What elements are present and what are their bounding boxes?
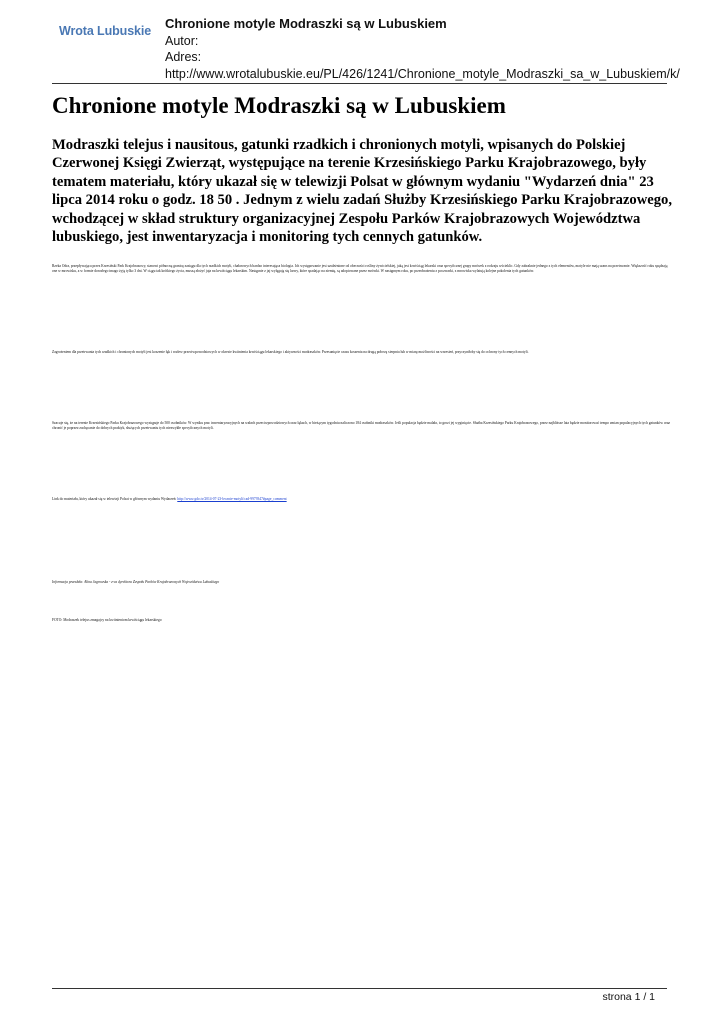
photo-caption: FOTO: Modraszek telejus zmagajcy na kwitnieniom krwiściągu lekarskiego: [52, 618, 162, 622]
document-header: [0, 0, 725, 86]
author-label: Autor:: [165, 33, 199, 48]
article-title: Chronione motyle Modraszki są w Lubuskiem: [52, 93, 506, 118]
body-paragraph-4: [52, 497, 670, 502]
info-source: Informacja przesłała: Alina Jagrowska - z-ca dyrektora Zespołu Parków Krajobrazowych Województwa Lubuskiego: [52, 580, 220, 584]
page-number: strona 1 / 1: [602, 991, 655, 1003]
site-logo[interactable]: Wrota Lubuskie: [59, 24, 152, 38]
video-link-intro: Link do materiału, który ukazał się w telewizji Polsat w głównym wydaniu Wydarzeń:: [52, 497, 177, 501]
footer-divider: [52, 988, 667, 989]
video-link[interactable]: http://www.gdo.tv/2014-07-23-lecznie-motyli/cad-9979347#page_comment: [177, 497, 287, 501]
body-paragraph-1: Rzeka Odra, przepływająca przez Krzesiński Park Krajobrazowy, stanowi północną granicę zasięgu dla tych rzadkich motyli, chałarowych bardzo interesująca biologia. Ich występowanie jest uzależnione od obecności rośliny żywicielskiej, jaką jest krwiściąg lekarski oraz specyficznej grupy mrówek z rodzaju wścieklic. Gdy zabraknie jednego z tych elementów, motyle nie mają szans na przetrwanie. Większość roku spędzają one w mrowisku, a w formie dorosłego imago żyją tylko 3 dni. W ciągu tak krótkiego życia, muszą złożyć jaja na krwiściągu lekarskim. Następnie z jaj wylęgają się larwy, które spadając na ziemię, są adoptowane przez mrówki. W następnym roku, po przeobrażeniu z poczwarki, z mrowiska wylatują kolejne pokolenia tych gatunków.: [52, 264, 668, 274]
address-label: Adres:: [165, 50, 202, 64]
source-url[interactable]: http://www.wrotalubuskie.eu/PL/426/1241/Chronione_motyle_Modraszki_sa_w_Lubuskiem/k/: [165, 66, 680, 81]
document-meta: [165, 16, 680, 82]
body-paragraph-3: Szacuje się, że na terenie Krzesińskiego Parku Krajobrazowego występuje do 500 osobników. W wyniku prac inwentaryzacyjnych na wałach przeciwpowodziowych oraz łąkach, w bieżącym tygodniu naliczono 184 osobniki modraszków. Jeśli populacja będzie malała, to grozi jej wyginięcie. Służba Krzesińskiego Parku Krajobrazowego, przez najbliższe lata będzie monitorować tempo zmian populacyjnych tych gatunków oraz chronić je poprzez zachęcanie do dobrych praktyk, służących przetrwaniu tych niezwykłe specyficznych motyli.: [52, 421, 671, 431]
header-title: Chronione motyle Modraszki są w Lubuskiem: [165, 16, 447, 31]
header-divider: [52, 83, 667, 84]
body-paragraph-2: Zagrożeniem dla przetrwania tych rzadkich i chronionych motyli jest koszenie łąk i rozlew przeciwpowodziowych w okresie kwitnienia krwiściągu lekarskiego i aktywności modraszków. Przesunięcie czasu koszenia na drugą połowę sierpnia lub w miarę możliwości na wrzesień, przyczyniłoby się do ochrony tych cennych motyli.: [52, 350, 529, 354]
article-lead: Modraszki telejus i nausitous, gatunki rzadkich i chronionych motyli, wpisanych do Polskiej Czerwonej Księgi Zwierząt, występujące na terenie Krzesińskiego Parku Krajobrazowego, były tematem materiału, który ukazał się w telewizji Polsat w głównym wydaniu "Wydarzeń dnia" 23 lipca 2014 roku o godz. 18 50 . Jednym z wielu zadań Służby Krzesińskiego Parku Krajobrazowego, wchodzącej w skład struktury organizacyjnej Zespołu Parków Krajobrazowych Województwa lubuskiego, jest inwentaryzacja i monitoring tych cennych gatunków.: [52, 137, 672, 246]
